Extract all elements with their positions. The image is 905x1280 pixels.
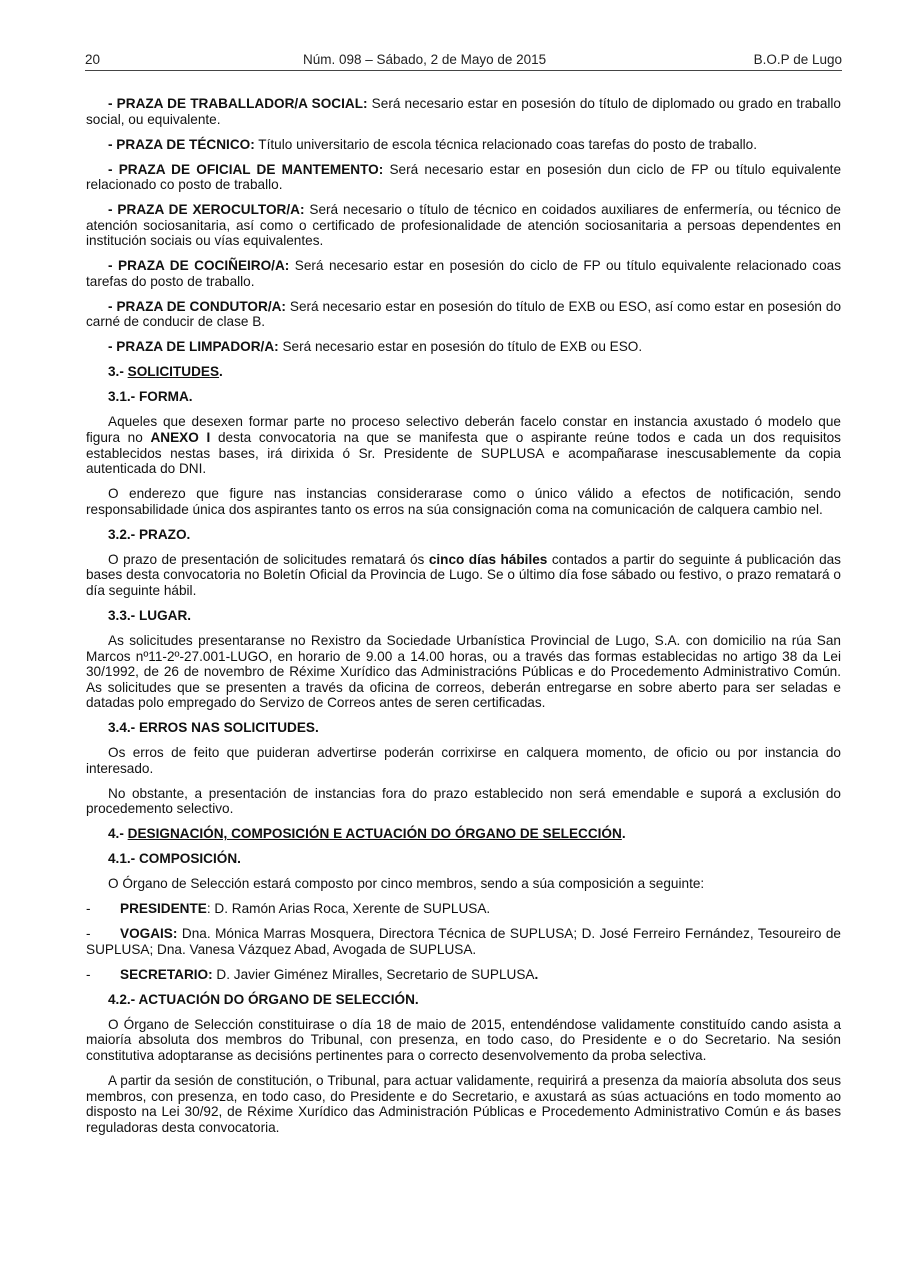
forma-paragraph: [86, 414, 841, 476]
praza-paragraph: [86, 96, 841, 127]
presidente-item: [86, 901, 841, 917]
praza-paragraph: [86, 299, 841, 330]
member-role: VOGAIS:: [120, 926, 178, 942]
praza-text: Será necesario estar en posesión do título de EXB ou ESO, así como estar en posesión do carné de conducir de clase B.: [86, 298, 842, 330]
text: Aqueles que desexen formar parte no proceso selectivo deberán facelo constar en instancia axustado ó modelo que figura no: [86, 414, 841, 446]
praza-text: Será necesario o título de técnico en coidados auxiliares de enfermería, ou técnico de atención sociosanitaria, así como o certificado de profesionalidade de atención sociosanitaria a persoas dependentes en institución sociais ou vías equivalentes.: [86, 202, 841, 249]
praza-text: Será necesario estar en posesión do ciclo de FP ou título equivalente relacionado coas tarefas do posto de traballo.: [86, 258, 841, 289]
secretario-item: [86, 967, 841, 983]
section-period: .: [219, 364, 223, 380]
vogais-item: [86, 926, 841, 957]
section-number: 3.-: [108, 364, 128, 380]
section-title: SOLICITUDES: [127, 364, 220, 380]
page-number: 20: [85, 52, 101, 67]
obstante-paragraph: No obstante, a presentación de instancias fora do prazo establecido non será emendable e suporá a exclusión do procedemento selectivo.: [86, 785, 841, 817]
praza-paragraph: [86, 202, 841, 249]
praza-label: - PRAZA DE XEROCULTOR/A:: [108, 202, 305, 218]
member-role: PRESIDENTE: [120, 901, 207, 917]
section-number: 4.-: [108, 826, 128, 842]
praza-label: - PRAZA DE OFICIAL DE MANTEMENTO:: [108, 161, 384, 177]
text: contados a partir do seguinte á publicación das bases desta convocatoria no Boletín Oficial da Provincia de Lugo. Se o último día fose sábado ou festivo, o prazo rematará o día seguinte hábil.: [86, 551, 841, 598]
praza-text: Será necesario estar en posesión dun ciclo de FP ou título equivalente relacionado co posto de traballo.: [86, 161, 842, 193]
praza-label: - PRAZA DE TÉCNICO:: [108, 136, 255, 152]
praza-text: Será necesario estar en posesión do título de EXB ou ESO.: [278, 339, 643, 355]
praza-paragraph: [86, 258, 841, 289]
member-text: : D. Ramón Arias Roca, Xerente de SUPLUSA.: [206, 901, 491, 917]
issue-date: Núm. 098 – Sábado, 2 de Mayo de 2015: [303, 52, 547, 67]
praza-paragraph: [86, 162, 841, 193]
section-4-heading: [86, 826, 841, 842]
section-3-1-heading: 3.1.- FORMA.: [108, 389, 193, 405]
member-text: D. Javier Giménez Miralles, Secretario de SUPLUSA: [212, 966, 535, 982]
document-body: [86, 96, 841, 1145]
dash: -: [86, 926, 91, 942]
member-text: Dna. Mónica Marras Mosquera, Directora Técnica de SUPLUSA; D. José Ferreiro Fernández, Tesoureiro de SUPLUSA; Dna. Vanesa Vázquez Abad, Avogada de SUPLUSA.: [86, 926, 841, 957]
praza-label: - PRAZA DE LIMPADOR/A:: [108, 339, 279, 355]
section-3-heading: [86, 364, 841, 380]
praza-label: - PRAZA DE CONDUTOR/A:: [108, 298, 286, 314]
erros-paragraph: Os erros de feito que puideran advertirse poderán corrixirse en calquera momento, de oficio ou por instancia do interesado.: [86, 745, 841, 776]
praza-label: - PRAZA DE COCIÑEIRO/A:: [108, 258, 290, 274]
annex-label: ANEXO I: [150, 430, 211, 446]
page-header: [85, 50, 842, 71]
tribunal-paragraph: A partir da sesión de constitución, o Tribunal, para actuar validamente, requirirá a presenza da maioría absoluta dos seus membros, con presenza, en todo caso, do Presidente e do Secretario, e axustará as súas actuacións en todo momento ao disposto na Lei 30/92, de Réxime Xurídico das Administración Públicas e Procedemento Administrativo Común e ás bases reguladoras desta convocatoria.: [86, 1073, 841, 1135]
member-period: .: [534, 966, 539, 982]
prazo-paragraph: [86, 552, 841, 599]
praza-text: Título universitario de escola técnica relacionado coas tarefas do posto de traballo.: [254, 136, 758, 152]
section-4-2-heading: 4.2.- ACTUACIÓN DO ÓRGANO DE SELECCIÓN.: [108, 991, 419, 1007]
actuacion-paragraph: O Órgano de Selección constituirase o día 18 de maio de 2015, entendéndose validamente constituído cando asista a maioría absoluta dos membros do Tribunal, con presenza, en todo caso, do Presidente e o do Secretario. Na sesión constitutiva adoptaranse as decisións pertinentes para o correcto desenvolvemento da proba selectiva.: [86, 1016, 841, 1064]
section-3-3-heading: 3.3.- LUGAR.: [108, 607, 192, 623]
praza-paragraph: [86, 137, 841, 153]
dash: -: [86, 901, 91, 917]
lugar-paragraph: As solicitudes presentaranse no Rexistro da Sociedade Urbanística Provincial de Lugo, S.A. con domicilio na rúa San Marcos nº11-2º-27.001-LUGO, en horario de 9.00 a 14.00 horas, ou a través das formas establecidas no artigo 38 da Lei 30/1992, de 26 de novembro de Réxime Xurídico das Administracións Públicas e do Procedemento Administrativo Común. As solicitudes que se presenten a través da oficina de correos, deberán entregarse en sobre aberto para ser seladas e datadas polo empregado do Servizo de Correos antes de seren certificadas.: [86, 632, 841, 711]
praza-paragraph: [86, 339, 841, 355]
section-4-1-heading: 4.1.- COMPOSICIÓN.: [108, 851, 241, 867]
text: O prazo de presentación de solicitudes rematará ós: [108, 551, 429, 567]
deadline-label: cinco días hábiles: [428, 551, 548, 567]
section-3-2-heading: 3.2.- PRAZO.: [108, 526, 191, 542]
section-title: DESIGNACIÓN, COMPOSICIÓN E ACTUACIÓN DO ÓRGANO DE SELECCIÓN: [127, 826, 622, 842]
text: desta convocatoria na que se manifesta que o aspirante reúne todos e cada un dos requisitos establecidos nestas bases, irá dirixida ó Sr. Presidente de SUPLUSA e acompañarase inescusablemente da copia autenticada do DNI.: [86, 430, 841, 477]
section-period: .: [621, 826, 626, 842]
section-3-4-heading: 3.4.- ERROS NAS SOLICITUDES.: [108, 720, 319, 736]
publication-name: B.O.P de Lugo: [753, 52, 842, 67]
enderezo-paragraph: O enderezo que figure nas instancias considerarase como o único válido a efectos de notificación, sendo responsabilidade única dos aspirantes tanto os erros na súa consignación coma na comunicación de calquera cambio nel.: [86, 486, 841, 517]
dash: -: [86, 966, 91, 982]
composicion-paragraph: O Órgano de Selección estará composto por cinco membros, sendo a súa composición a seguinte:: [108, 876, 705, 892]
member-role: SECRETARIO:: [120, 966, 213, 982]
praza-text: Será necesario estar en posesión do título de diplomado ou grado en traballo social, ou equivalente.: [86, 96, 841, 127]
praza-label: - PRAZA DE TRABALLADOR/A SOCIAL:: [108, 96, 368, 111]
